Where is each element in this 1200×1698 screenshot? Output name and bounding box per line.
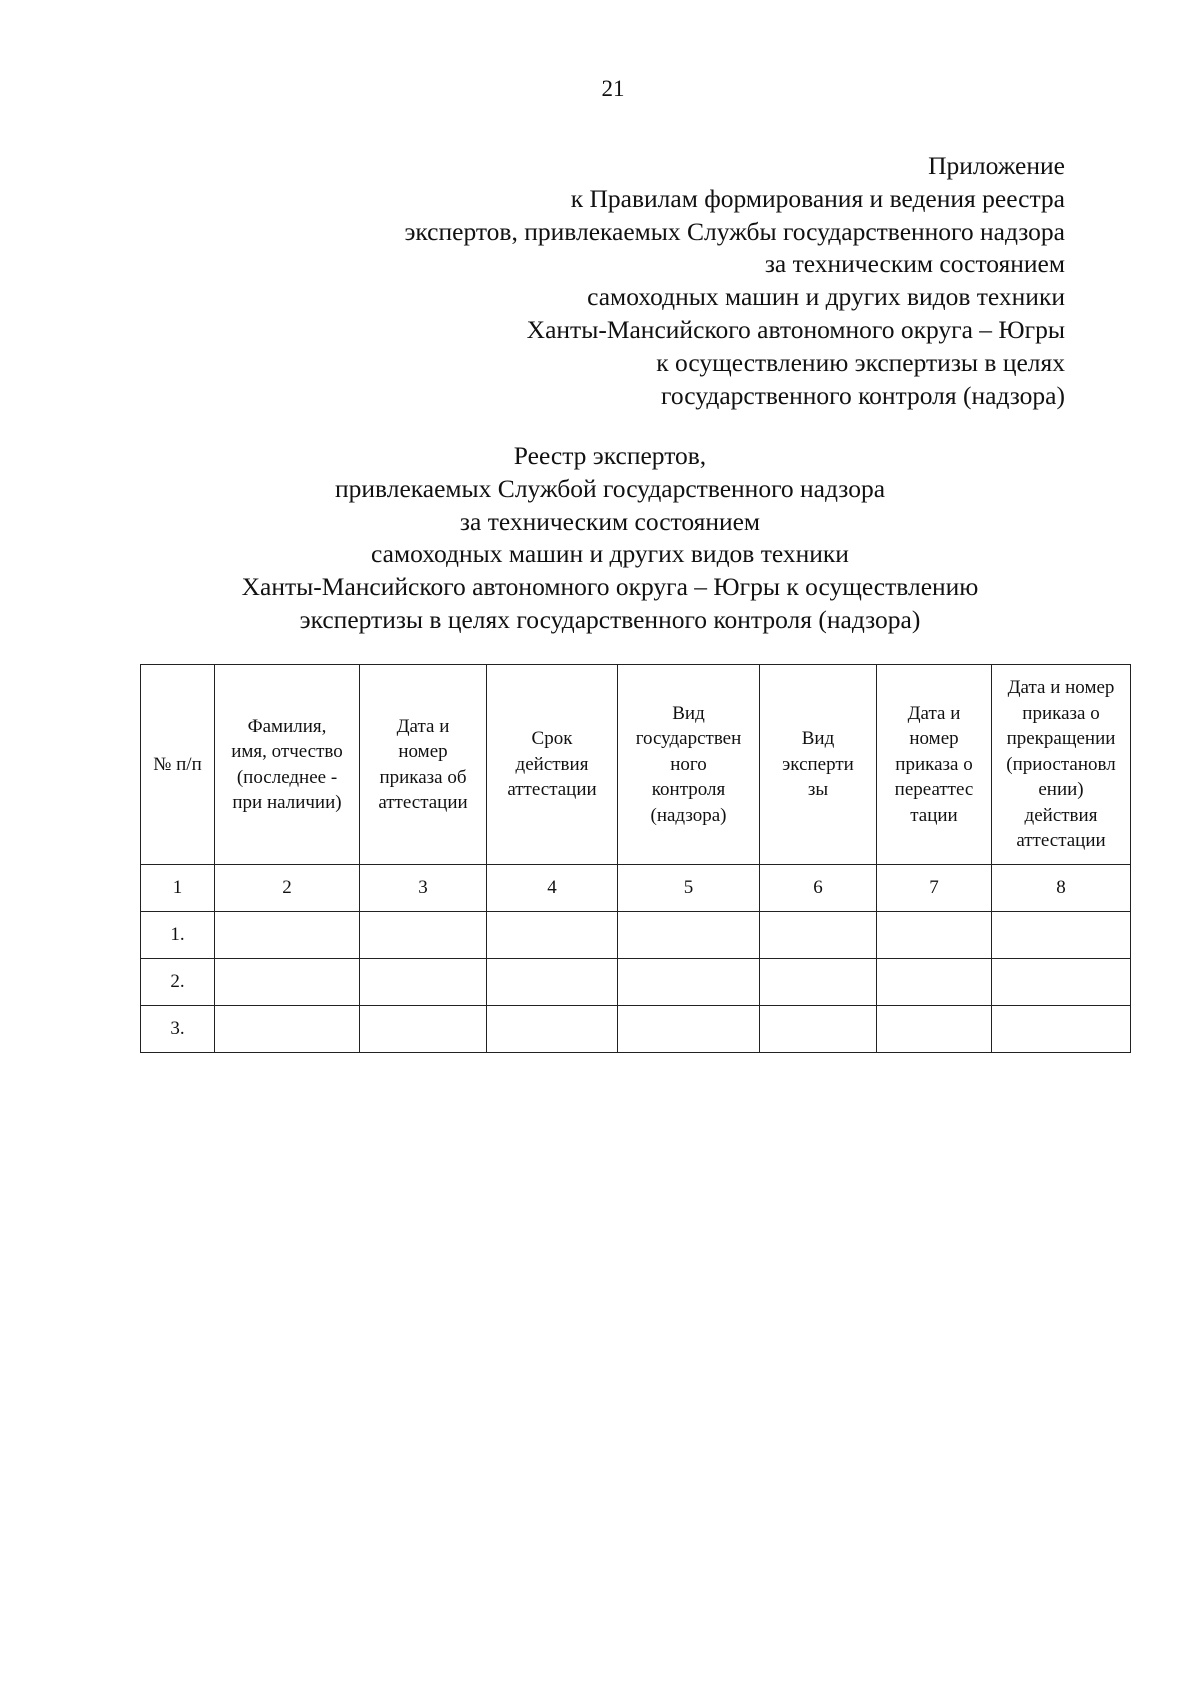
appendix-line: государственного контроля (надзора): [661, 380, 1065, 410]
title-line: Реестр экспертов,: [513, 441, 707, 470]
table-cell: [877, 912, 992, 959]
column-number: 5: [618, 865, 760, 912]
column-number: 1: [141, 865, 215, 912]
column-header: Дата и номер приказа о переаттес тации: [877, 665, 992, 865]
column-header: Дата и номер приказа о прекращении (приостановл ении) действия аттестации: [992, 665, 1131, 865]
table-cell: [215, 1006, 360, 1053]
table-cell: [992, 959, 1131, 1006]
column-number: 4: [487, 865, 618, 912]
column-number: 7: [877, 865, 992, 912]
column-number: 2: [215, 865, 360, 912]
table-row: [141, 959, 1131, 1006]
table-header-row: [141, 665, 1131, 865]
table-cell: [992, 1006, 1131, 1053]
column-number: 8: [992, 865, 1131, 912]
column-header: Вид государствен ного контроля (надзора): [618, 665, 760, 865]
table-cell: [360, 912, 487, 959]
column-number: 3: [360, 865, 487, 912]
appendix-line: Ханты-Мансийского автономного округа – Югры: [526, 314, 1065, 344]
column-header: Вид эксперти зы: [760, 665, 877, 865]
appendix-line: самоходных машин и других видов техники: [587, 282, 1065, 312]
row-number: 1.: [141, 912, 215, 959]
table-row: [141, 912, 1131, 959]
appendix-line: экспертов, привлекаемых Службы государственного надзора: [404, 216, 1065, 246]
row-number: 2.: [141, 959, 215, 1006]
table-cell: [877, 959, 992, 1006]
table-cell: [760, 1006, 877, 1053]
appendix-header: [305, 150, 1065, 412]
table-row: [141, 1006, 1131, 1053]
appendix-line: за техническим состоянием: [764, 249, 1065, 279]
column-header: № п/п: [141, 665, 215, 865]
title-line: самоходных машин и других видов техники: [371, 539, 849, 569]
table-cell: [992, 912, 1131, 959]
title-line: Ханты-Мансийского автономного округа – Югры к осуществлению: [241, 572, 979, 602]
row-number: 3.: [141, 1006, 215, 1053]
table-cell: [618, 959, 760, 1006]
table-cell: [360, 959, 487, 1006]
column-header: Дата и номер приказа об аттестации: [360, 665, 487, 865]
table-cell: [487, 1006, 618, 1053]
title-line: за техническим состоянием: [459, 506, 761, 536]
page-number: 21: [601, 76, 625, 101]
registry-table: [140, 664, 1131, 1053]
appendix-line: к осуществлению экспертизы в целях: [656, 347, 1065, 377]
registry-title: [150, 440, 1070, 637]
column-header: Фамилия, имя, отчество (последнее - при наличии): [215, 665, 360, 865]
table-cell: [487, 912, 618, 959]
column-header: Срок действия аттестации: [487, 665, 618, 865]
table-cell: [760, 912, 877, 959]
column-number: 6: [760, 865, 877, 912]
table-cell: [760, 959, 877, 1006]
table-cell: [487, 959, 618, 1006]
appendix-line: к Правилам формирования и ведения реестра: [570, 183, 1065, 213]
table-cell: [618, 912, 760, 959]
title-line: экспертизы в целях государственного контроля (надзора): [299, 604, 921, 634]
table-cell: [877, 1006, 992, 1053]
table-cell: [215, 959, 360, 1006]
title-line: привлекаемых Службой государственного надзора: [334, 473, 886, 503]
table-cell: [618, 1006, 760, 1053]
table-cell: [215, 912, 360, 959]
column-number-row: [141, 865, 1131, 912]
appendix-line: Приложение: [928, 151, 1065, 180]
table-cell: [360, 1006, 487, 1053]
